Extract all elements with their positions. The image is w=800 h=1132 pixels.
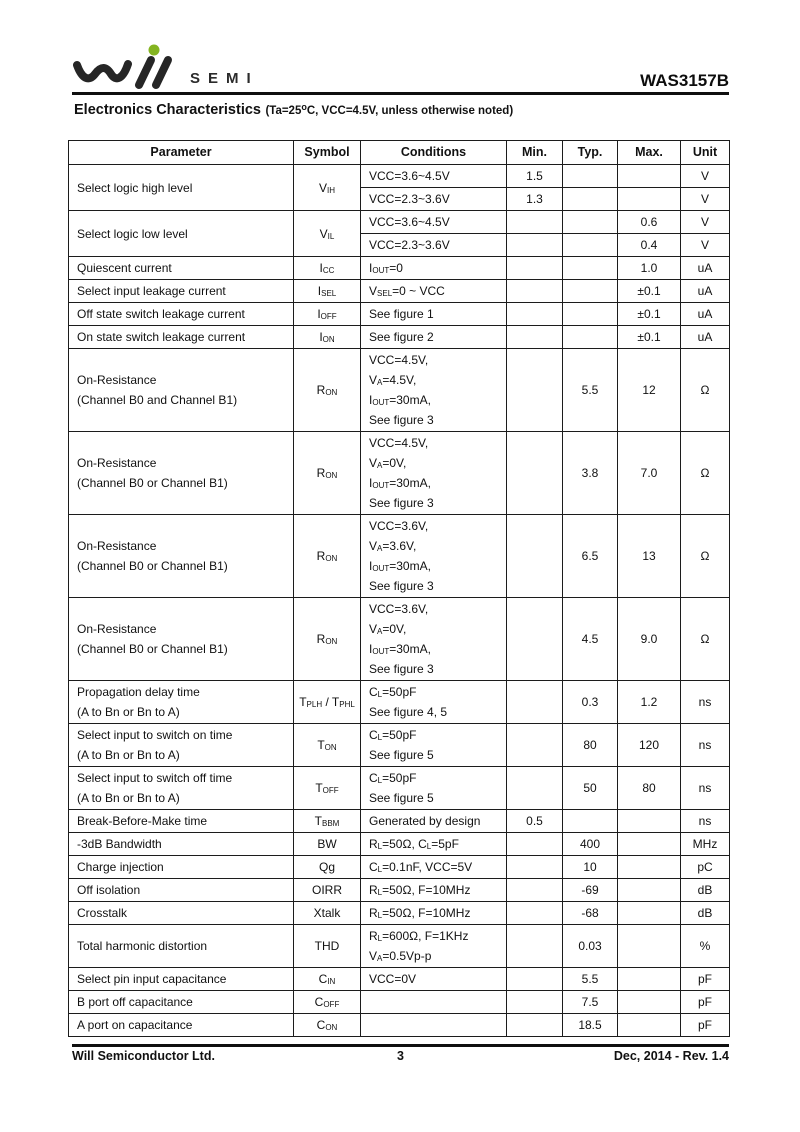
max-cell: 80 [618,767,681,810]
max-cell [618,810,681,833]
table-row [69,515,730,598]
max-cell [618,1014,681,1037]
typ-cell [563,280,618,303]
unit-cell: pC [681,856,730,879]
conditions-cell: $R_L=50\Omega$, $C_L=5pF$ [361,833,507,856]
table-row [69,349,730,432]
conditions-cell [361,1014,507,1037]
unit-cell: Ω [681,598,730,681]
symbol-cell: $T_{PLH} / T_{PHL}$ [294,681,361,724]
column-header: Symbol [294,141,361,165]
min-cell [507,968,563,991]
min-cell [507,349,563,432]
min-cell [507,598,563,681]
max-cell: 7.0 [618,432,681,515]
table-row [69,810,730,833]
logo-slash-1 [139,60,151,85]
symbol-cell: $I_{ON}$ [294,326,361,349]
min-cell [507,326,563,349]
parameter-cell: On-Resistance (Channel B0 or Channel B1) [69,515,294,598]
min-cell [507,1014,563,1037]
unit-cell: ns [681,767,730,810]
unit-cell: Ω [681,432,730,515]
min-cell: 1.5 [507,165,563,188]
table-row [69,598,730,681]
table-row [69,165,730,188]
parameter-cell: Total harmonic distortion [69,925,294,968]
max-cell: 9.0 [618,598,681,681]
column-header: Max. [618,141,681,165]
section-title-main: Electronics Characteristics [74,102,261,118]
max-cell [618,833,681,856]
conditions-cell: VCC=2.3~3.6V [361,234,507,257]
typ-cell: 5.5 [563,968,618,991]
table-row [69,968,730,991]
unit-cell: ns [681,810,730,833]
symbol-cell: $R_{ON}$ [294,598,361,681]
max-cell [618,925,681,968]
min-cell [507,280,563,303]
part-number: WAS3157B [640,71,729,90]
min-cell [507,856,563,879]
conditions-cell: $V_{SEL}=0$ ~ VCC [361,280,507,303]
conditions-cell: VCC=3.6V, $V_A=3.6V$, $I_{OUT}=30mA$, See figure 3 [361,515,507,598]
max-cell [618,856,681,879]
min-cell [507,991,563,1014]
min-cell [507,767,563,810]
conditions-cell: $I_{OUT}=0$ [361,257,507,280]
conditions-cell: $C_L=50pF$ See figure 5 [361,767,507,810]
footer-company: Will Semiconductor Ltd. [72,1049,215,1063]
table-row [69,724,730,767]
table-row [69,856,730,879]
table-row [69,925,730,968]
min-cell: 1.3 [507,188,563,211]
conditions-cell: VCC=3.6V, $V_A=0V$, $I_{OUT}=30mA$, See figure 3 [361,598,507,681]
max-cell: ±0.1 [618,326,681,349]
table-row [69,991,730,1014]
typ-cell [563,326,618,349]
conditions-cell [361,991,507,1014]
symbol-cell: $R_{ON}$ [294,432,361,515]
section-title [74,101,513,119]
column-header: Min. [507,141,563,165]
parameter-cell: Off isolation [69,879,294,902]
table-header-row [69,141,730,165]
conditions-cell: $R_L=50\Omega$, F=10MHz [361,902,507,925]
typ-cell [563,303,618,326]
typ-cell: 0.3 [563,681,618,724]
footer-revision: Dec, 2014 - Rev. 1.4 [613,1049,729,1063]
unit-cell: uA [681,257,730,280]
logo-slash-2 [156,60,168,85]
footer-page-number: 3 [397,1049,404,1063]
min-cell [507,925,563,968]
parameter-cell: B port off capacitance [69,991,294,1014]
parameter-cell: Select logic low level [69,211,294,257]
page-header [72,44,729,92]
typ-cell [563,810,618,833]
table-row [69,767,730,810]
table-row [69,833,730,856]
parameter-cell: Break-Before-Make time [69,810,294,833]
typ-cell: 5.5 [563,349,618,432]
symbol-cell: $V_{IL}$ [294,211,361,257]
symbol-cell: $T_{OFF}$ [294,767,361,810]
max-cell: 0.4 [618,234,681,257]
unit-cell: pF [681,1014,730,1037]
symbol-cell: $V_{IH}$ [294,165,361,211]
typ-cell: 4.5 [563,598,618,681]
min-cell [507,724,563,767]
symbol-cell: $C_{ON}$ [294,1014,361,1037]
conditions-cell: VCC=0V [361,968,507,991]
min-cell [507,515,563,598]
symbol-cell: Xtalk [294,902,361,925]
table-row [69,211,730,234]
min-cell [507,681,563,724]
min-cell [507,432,563,515]
symbol-cell: BW [294,833,361,856]
unit-cell: pF [681,991,730,1014]
conditions-cell: $C_L=0.1nF$, VCC=5V [361,856,507,879]
unit-cell: dB [681,879,730,902]
unit-cell: uA [681,326,730,349]
min-cell [507,879,563,902]
symbol-cell: $I_{OFF}$ [294,303,361,326]
typ-cell [563,165,618,188]
typ-cell: 50 [563,767,618,810]
unit-cell: dB [681,902,730,925]
unit-cell: V [681,211,730,234]
max-cell: 0.6 [618,211,681,234]
column-header: Parameter [69,141,294,165]
table-row [69,879,730,902]
unit-cell: ns [681,681,730,724]
table-row [69,326,730,349]
unit-cell: pF [681,968,730,991]
max-cell: ±0.1 [618,280,681,303]
symbol-cell: OIRR [294,879,361,902]
unit-cell: ns [681,724,730,767]
conditions-cell: VCC=3.6~4.5V [361,165,507,188]
symbol-cell: $R_{ON}$ [294,349,361,432]
conditions-cell: VCC=2.3~3.6V [361,188,507,211]
max-cell: ±0.1 [618,303,681,326]
max-cell: 12 [618,349,681,432]
symbol-cell: $T_{BBM}$ [294,810,361,833]
max-cell [618,188,681,211]
parameter-cell: Select input to switch on time (A to Bn or Bn to A) [69,724,294,767]
parameter-cell: On-Resistance (Channel B0 or Channel B1) [69,598,294,681]
typ-cell [563,211,618,234]
table-row [69,1014,730,1037]
parameter-cell: Select input leakage current [69,280,294,303]
max-cell [618,968,681,991]
max-cell: 1.2 [618,681,681,724]
typ-cell [563,234,618,257]
max-cell [618,991,681,1014]
unit-cell: Ω [681,515,730,598]
parameter-cell: Crosstalk [69,902,294,925]
parameter-cell: Select logic high level [69,165,294,211]
parameter-cell: Select input to switch off time (A to Bn or Bn to A) [69,767,294,810]
table-row [69,280,730,303]
symbol-cell: $C_{OFF}$ [294,991,361,1014]
logo-green-dot [149,45,160,56]
typ-cell: -68 [563,902,618,925]
min-cell [507,257,563,280]
symbol-cell: THD [294,925,361,968]
table-row [69,257,730,280]
typ-cell: 10 [563,856,618,879]
parameter-cell: On-Resistance (Channel B0 and Channel B1) [69,349,294,432]
conditions-cell: See figure 1 [361,303,507,326]
unit-cell: V [681,234,730,257]
parameter-cell: -3dB Bandwidth [69,833,294,856]
symbol-cell: $I_{SEL}$ [294,280,361,303]
logo-semi-text: SEMI [190,70,259,87]
typ-cell: 80 [563,724,618,767]
typ-cell: -69 [563,879,618,902]
column-header: Typ. [563,141,618,165]
min-cell [507,234,563,257]
column-header: Unit [681,141,730,165]
conditions-cell: $R_L=600\Omega$, F=1KHz $V_A=0.5Vp-p$ [361,925,507,968]
unit-cell: V [681,188,730,211]
header-divider [72,92,729,95]
min-cell [507,902,563,925]
typ-cell: 18.5 [563,1014,618,1037]
unit-cell: % [681,925,730,968]
conditions-cell: $C_L=50pF$ See figure 5 [361,724,507,767]
typ-cell: 3.8 [563,432,618,515]
parameter-cell: Quiescent current [69,257,294,280]
max-cell: 1.0 [618,257,681,280]
logo-wave [77,64,128,78]
table-row [69,902,730,925]
characteristics-table-wrap [68,140,730,1037]
conditions-cell: VCC=4.5V, $V_A=0V$, $I_{OUT}=30mA$, See figure 3 [361,432,507,515]
min-cell [507,303,563,326]
max-cell: 120 [618,724,681,767]
max-cell: 13 [618,515,681,598]
parameter-cell: On-Resistance (Channel B0 or Channel B1) [69,432,294,515]
section-title-note: ($Ta=25^oC$, VCC=4.5V, unless otherwise noted) [265,102,514,117]
min-cell [507,211,563,234]
parameter-cell: Off state switch leakage current [69,303,294,326]
conditions-cell: $R_L=50\Omega$, F=10MHz [361,879,507,902]
max-cell [618,165,681,188]
parameter-cell: Propagation delay time (A to Bn or Bn to A) [69,681,294,724]
conditions-cell: $C_L=50pF$ See figure 4, 5 [361,681,507,724]
table-row [69,432,730,515]
page-footer [72,1049,729,1063]
typ-cell: 6.5 [563,515,618,598]
max-cell [618,879,681,902]
characteristics-table [68,140,730,1037]
symbol-cell: $T_{ON}$ [294,724,361,767]
conditions-cell: VCC=3.6~4.5V [361,211,507,234]
will-logo [72,44,259,92]
typ-cell: 0.03 [563,925,618,968]
unit-cell: V [681,165,730,188]
unit-cell: Ω [681,349,730,432]
unit-cell: uA [681,303,730,326]
typ-cell: 400 [563,833,618,856]
max-cell [618,902,681,925]
footer-divider [72,1044,729,1047]
conditions-cell: See figure 2 [361,326,507,349]
symbol-cell: $C_{IN}$ [294,968,361,991]
column-header: Conditions [361,141,507,165]
table-row [69,303,730,326]
symbol-cell: $R_{ON}$ [294,515,361,598]
min-cell [507,833,563,856]
unit-cell: uA [681,280,730,303]
min-cell: 0.5 [507,810,563,833]
conditions-cell: VCC=4.5V, $V_A=4.5V$, $I_{OUT}=30mA$, See figure 3 [361,349,507,432]
unit-cell: MHz [681,833,730,856]
typ-cell [563,188,618,211]
symbol-cell: $I_{CC}$ [294,257,361,280]
conditions-cell: Generated by design [361,810,507,833]
parameter-cell: Select pin input capacitance [69,968,294,991]
parameter-cell: Charge injection [69,856,294,879]
table-row [69,681,730,724]
will-logo-mark [72,44,178,92]
parameter-cell: On state switch leakage current [69,326,294,349]
typ-cell: 7.5 [563,991,618,1014]
typ-cell [563,257,618,280]
symbol-cell: Qg [294,856,361,879]
parameter-cell: A port on capacitance [69,1014,294,1037]
